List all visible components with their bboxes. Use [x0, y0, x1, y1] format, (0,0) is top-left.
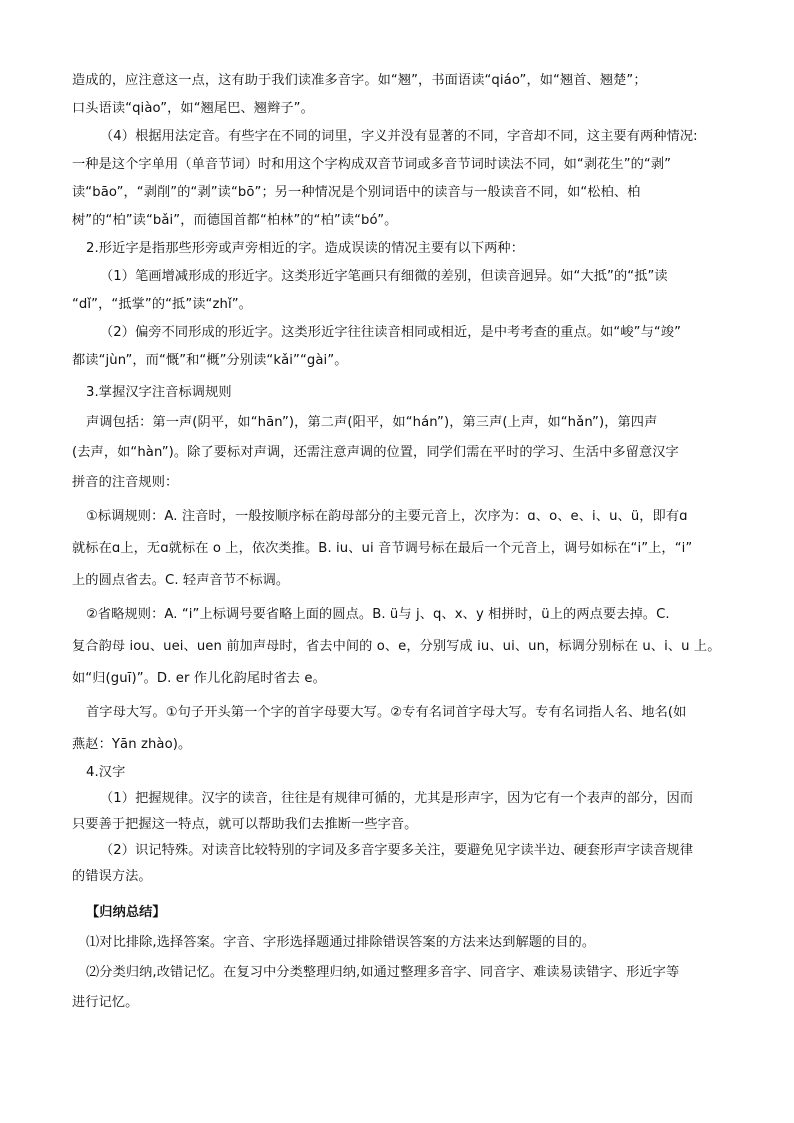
text-line: 就标在ɑ上，无ɑ就标在 o 上，依次类推。B. iu、ui 音节调号标在最后一个元音上，调号如标在“i”上，“i”	[72, 541, 693, 556]
text-line: 声调包括：第一声(阴平，如“hān”)，第二声(阳平，如“hán”)，第三声(上声，如“hǎn”)，第四声	[86, 415, 658, 430]
text-line: 拼音的注音规则：	[72, 475, 179, 490]
text-line: ⑴对比排除,选择答案。字音、字形选择题通过排除错误答案的方法来达到解题的目的。	[86, 935, 596, 950]
text-line: 如“归(guī)”。D. er 作儿化韵尾时省去 e。	[72, 671, 326, 686]
text-line: 燕赵：Yān zhào)。	[72, 737, 192, 752]
section-heading: 3.掌握汉字注音标调规则	[86, 385, 232, 400]
text-line: （4）根据用法定音。有些字在不同的词里，字义并没有显著的不同，字音却不同，这主要有两种情况:	[100, 129, 698, 144]
text-line: 口头语读“qiào”，如“翘尾巴、翘辫子”。	[72, 101, 314, 116]
text-line: (去声，如“hàn”)。除了要标对声调，还需注意声调的位置，同学们需在平时的学习、生活中多留意汉字	[72, 445, 679, 460]
text-line: ⑵分类归纳,改错记忆。在复习中分类整理归纳,如通过整理多音字、同音字、难读易读错字、形近字等	[86, 965, 680, 980]
text-line: 一种是这个字单用（单音节词）时和用这个字构成双音节词或多音节词时读法不同，如“剥花生”的“剥”	[72, 157, 672, 172]
text-line: 上的圆点省去。C. 轻声音节不标调。	[72, 573, 290, 588]
summary-heading: 【归纳总结】	[86, 905, 166, 920]
text-line: 进行记忆。	[72, 995, 139, 1010]
text-line: “dǐ”，“抵掌”的“抵”读“zhǐ”。	[72, 297, 252, 312]
text-line: （2）识记特殊。对读音比较特别的字词及多音字要多关注，要避免见字读半边、硬套形声字读音规律	[100, 843, 694, 858]
text-line: （1）把握规律。汉字的读音，往往是有规律可循的，尤其是形声字，因为它有一个表声的部分，因而	[100, 791, 694, 806]
text-line: 只要善于把握这一特点，就可以帮助我们去推断一些字音。	[72, 817, 418, 832]
text-line: ①标调规则：A. 注音时，一般按顺序标在韵母部分的主要元音上，次序为：ɑ、o、e、i、u、ü，即有ɑ	[86, 509, 688, 524]
section-heading: 4.汉字	[86, 765, 126, 780]
text-line: 都读“jùn”，而“慨”和“概”分别读“kǎi”“gài”。	[72, 353, 348, 368]
text-line: （2）偏旁不同形成的形近字。这类形近字往往读音相同或相近，是中考考查的重点。如“峻”与“竣”	[100, 325, 682, 340]
text-line: 造成的，应注意这一点，这有助于我们读准多音字。如“翘”，书面语读“qiáo”，如“翘首、翘楚”；	[72, 73, 647, 88]
text-line: 首字母大写。①句子开头第一个字的首字母要大写。②专有名词首字母大写。专有名词指人名、地名(如	[86, 705, 687, 720]
text-line: 的错误方法。	[72, 869, 152, 884]
text-line: 树”的“柏”读“bǎi”，而德国首都“柏林”的“柏”读“bó”。	[72, 213, 398, 228]
text-line: 复合韵母 iou、uei、uen 前加声母时，省去中间的 o、e，分别写成 iu、ui、un，标调分别标在 u、i、u 上。	[72, 639, 721, 654]
text-line: 读“bāo”，“剥削”的“剥”读“bō”；另一种情况是个别词语中的读音与一般读音不同，如“松柏、柏	[72, 185, 641, 200]
text-line: （1）笔画增减形成的形近字。这类形近字笔画只有细微的差别，但读音迥异。如“大抵”的“抵”读	[100, 269, 668, 284]
text-line: ②省略规则：A. “i”上标调号要省略上面的圆点。B. ü与 j、q、x、y 相拼时，ü上的两点要去掉。C.	[86, 607, 670, 622]
text-line: 2.形近字是指那些形旁或声旁相近的字。造成误读的情况主要有以下两种：	[86, 241, 524, 256]
